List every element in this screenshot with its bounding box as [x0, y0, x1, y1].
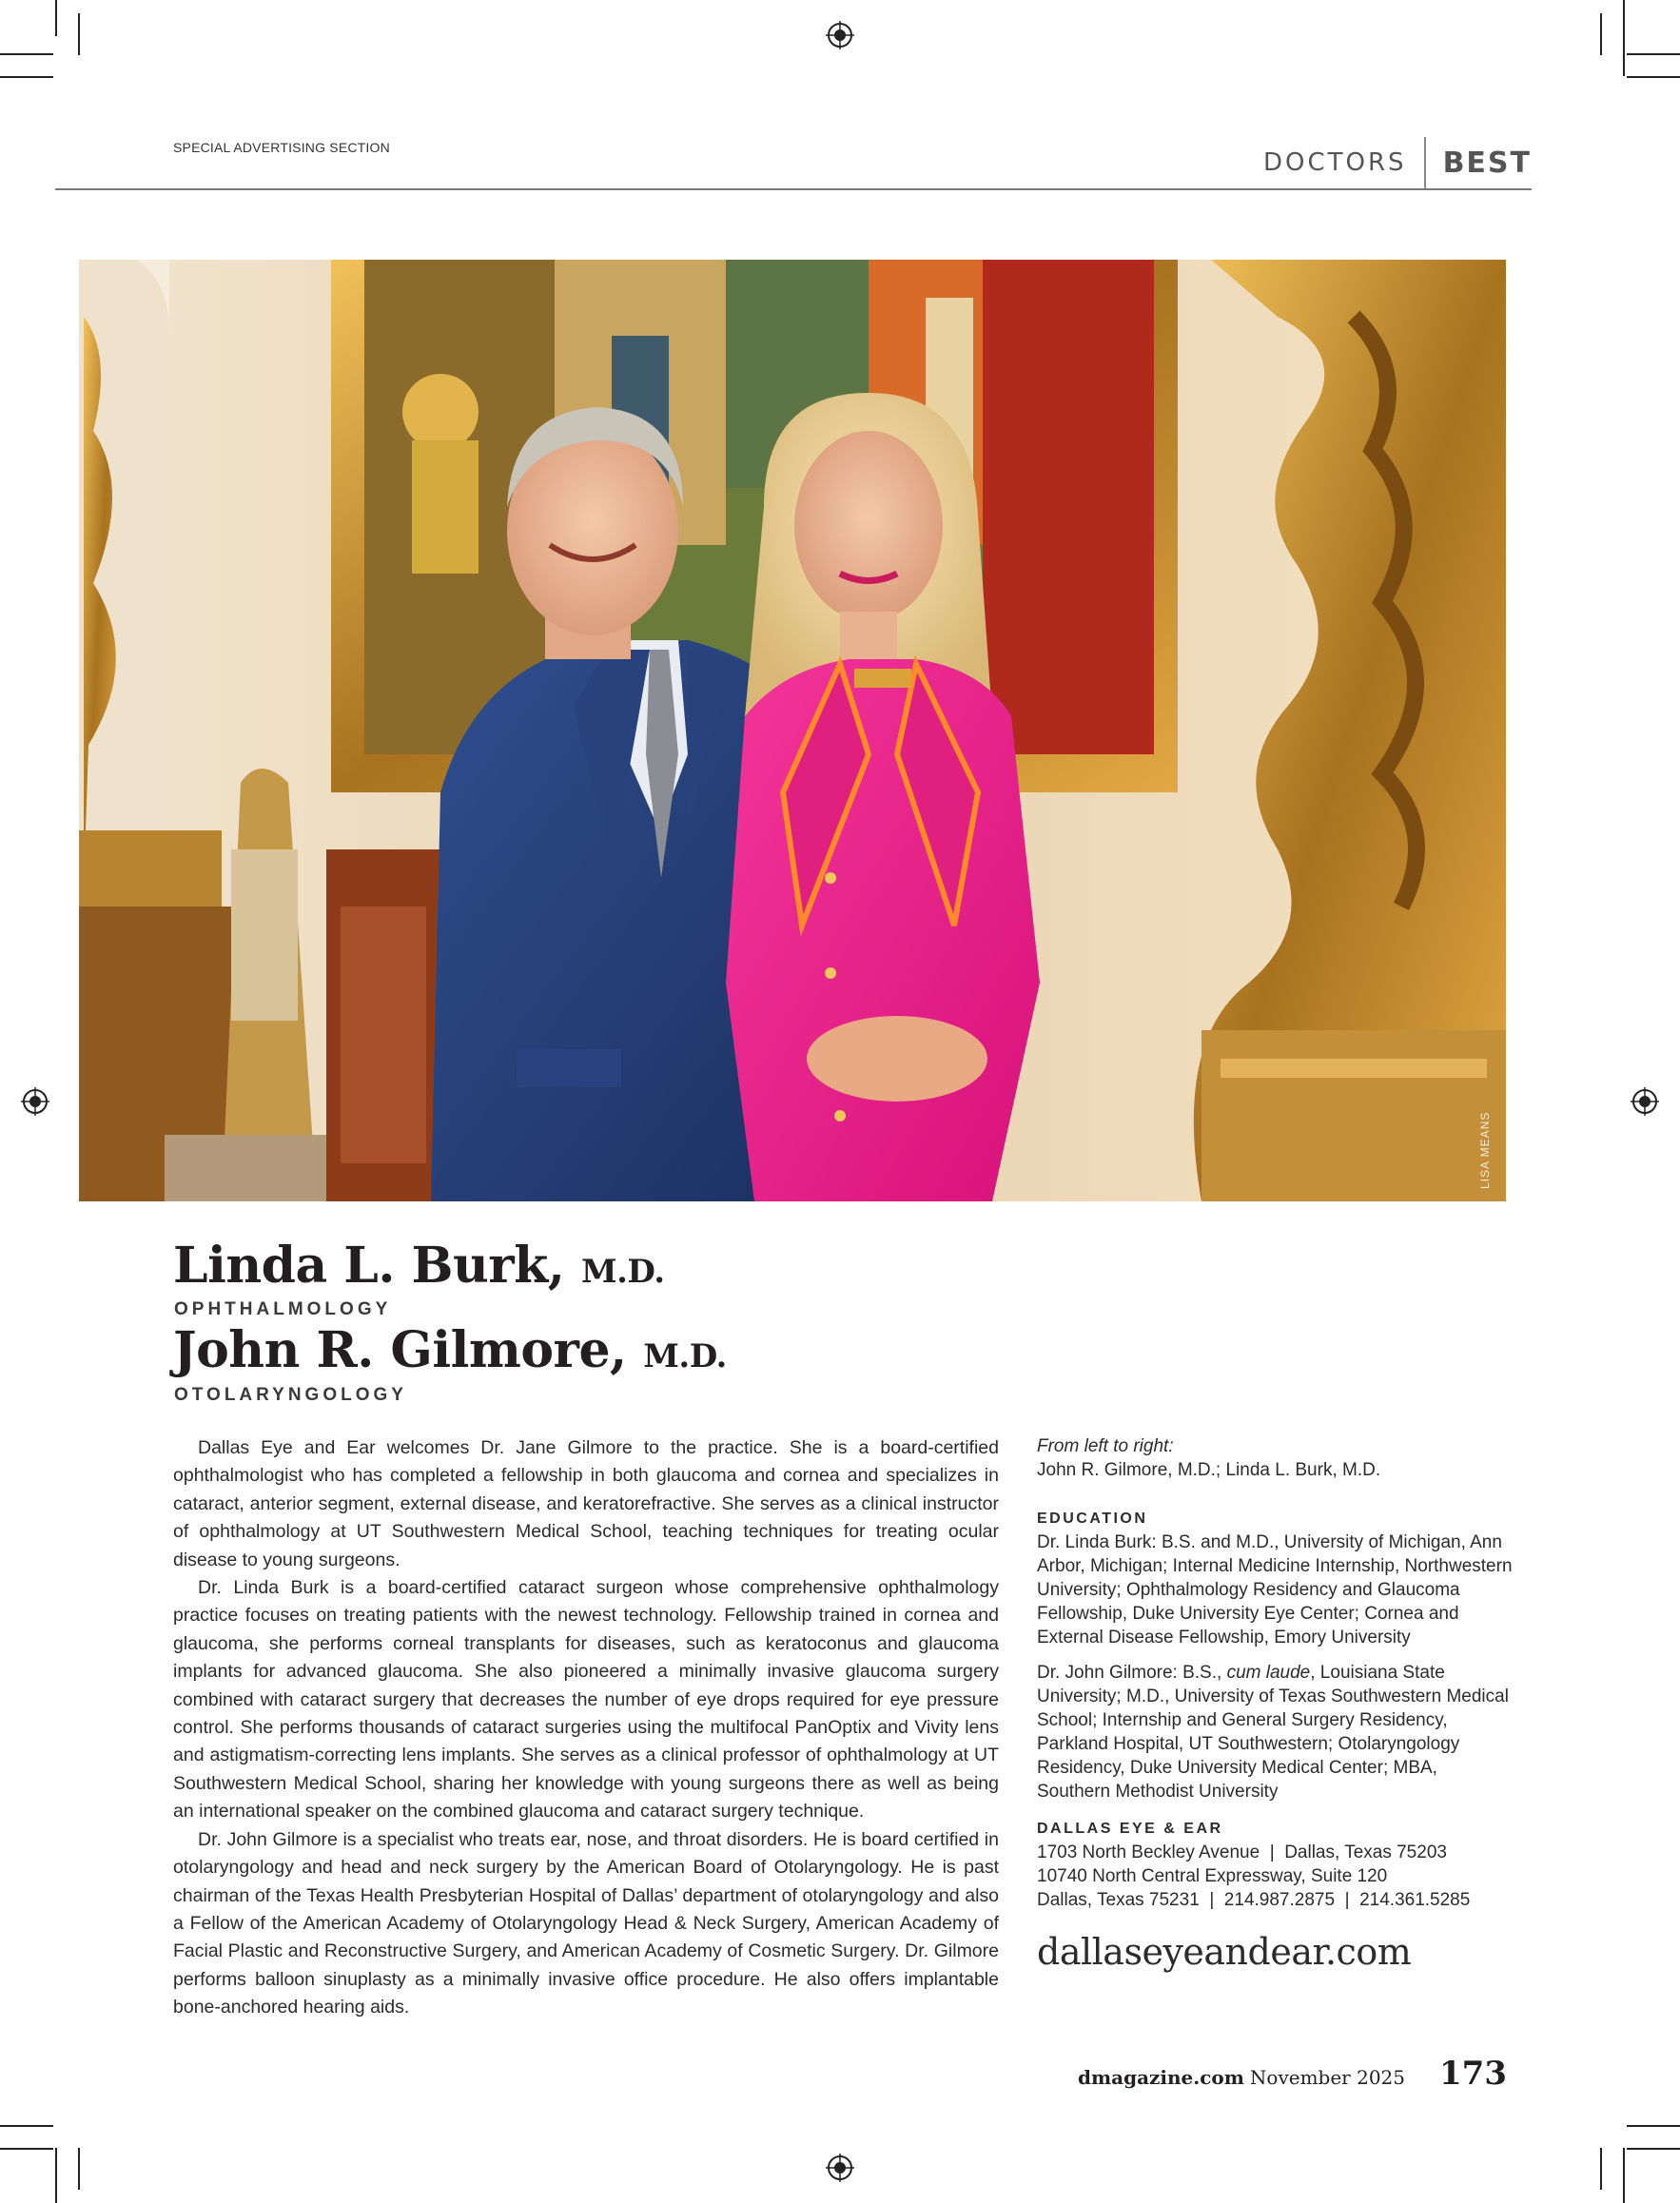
doctor-degree: M.D. — [643, 1337, 727, 1375]
page-footer — [1078, 2055, 1507, 2093]
education-gilmore-rest: , Louisiana State University; M.D., University of Texas Southwestern Medical School; Internship and General Surgery Residency, Parkland Hospital, UT Southwestern; Otolaryngology Residency, Duke University Medical Center; MBA, Southern Methodist University — [1037, 1663, 1509, 1802]
doctor-specialty-gilmore: OTOLARYNGOLOGY — [174, 1385, 407, 1405]
crop-mark — [0, 2148, 53, 2150]
footer-issue: November 2025 — [1249, 2066, 1406, 2089]
portrait-illustration — [79, 260, 1506, 1201]
education-heading: EDUCATION — [1037, 1511, 1148, 1527]
body-paragraph: Dr. Linda Burk is a board-certified cataract surgeon whose comprehensive ophthalmology practice focuses on treating patients with the newest technology. Fellowship trained in cornea and glaucoma, she performs corneal transplants for diseases, such as keratoconus and glaucoma implants for advanced glaucoma. She also pioneered a minimally invasive glaucoma surgery combined with cataract surgery that decreases the number of eye drops required for eye pressure control. She performs thousands of cataract surgeries using the multifocal PanOptix and Vivity lens and astigmatism-correcting lens implants. She serves as a clinical professor of ophthalmology at UT Southwestern Medical School, sharing her knowledge with young surgeons there as well as being an international speaker on the combined glaucoma and cataract surgery technique. — [173, 1577, 999, 1823]
crop-mark — [0, 53, 53, 55]
body-paragraph: Dallas Eye and Ear welcomes Dr. Jane Gilmore to the practice. She is a board-certified ophthalmologist who has completed a fellowship in both glaucoma and cornea and specializes in cataract, anterior segment, external disease, and keratorefractive. She serves as a clinical instructor of ophthalmology at UT Southwestern Medical School, teaching techniques for treating ocular disease to young surgeons. — [173, 1437, 999, 1570]
doctor-name-text: Linda L. Burk, — [173, 1237, 565, 1295]
crop-mark — [1627, 76, 1680, 78]
crop-mark — [78, 13, 80, 55]
education-burk: Dr. Linda Burk: B.S. and M.D., University of Michigan, Ann Arbor, Michigan; Internal Medicine Internship, Northwestern University; Ophthalmology Residency and Glaucoma Fellowship, Duke University Eye Center; Cornea and External Disease Fellowship, Emory University — [1037, 1532, 1513, 1647]
header-rule — [55, 188, 1532, 190]
doctor-name-text: John R. Gilmore, — [173, 1321, 627, 1379]
crop-mark — [1627, 2125, 1680, 2127]
address-line: 10740 North Central Expressway, Suite 120 — [1037, 1866, 1388, 1886]
doctor-degree: M.D. — [580, 1253, 665, 1291]
page-number: 173 — [1439, 2055, 1507, 2093]
education-gilmore — [1037, 1661, 1513, 1803]
portrait-photo — [79, 260, 1506, 1201]
footer-site: dmagazine.com — [1077, 2066, 1244, 2089]
doctor-specialty-burk: OPHTHALMOLOGY — [174, 1299, 392, 1319]
education-gilmore-honor: cum laude — [1226, 1663, 1311, 1683]
logo-best: BEST — [1442, 146, 1532, 180]
practice-website-link[interactable]: dallaseyeandear.com — [1037, 1931, 1412, 1973]
crop-mark — [55, 2148, 57, 2203]
sidebar — [1037, 1434, 1513, 1912]
crop-mark — [1627, 53, 1680, 55]
body-copy — [173, 1434, 999, 2022]
crop-mark — [1627, 2148, 1680, 2150]
doctor-name-burk — [173, 1237, 665, 1295]
photo-caption-text: John R. Gilmore, M.D.; Linda L. Burk, M.D. — [1037, 1460, 1381, 1480]
logo-doctors: DOCTORS — [1263, 148, 1407, 177]
education-gilmore-prefix: Dr. John Gilmore: B.S., — [1037, 1663, 1227, 1683]
address-line: 1703 North Beckley Avenue | Dallas, Texas 75203 — [1037, 1842, 1447, 1862]
crop-mark — [1623, 0, 1625, 76]
section-label: SPECIAL ADVERTISING SECTION — [173, 140, 390, 155]
practice-heading: DALLAS EYE & EAR — [1037, 1821, 1223, 1837]
crop-mark — [78, 2148, 80, 2190]
crop-mark — [1623, 2148, 1625, 2203]
crop-mark — [1600, 13, 1602, 55]
doctor-name-gilmore — [173, 1321, 727, 1379]
registration-mark-icon — [826, 2154, 854, 2182]
crop-mark — [0, 76, 53, 78]
section-logo — [1263, 137, 1532, 188]
address-line: Dallas, Texas 75231 | 214.987.2875 | 214.361.5285 — [1037, 1890, 1471, 1910]
crop-mark — [55, 0, 57, 36]
registration-mark-icon — [1631, 1087, 1659, 1116]
crop-mark — [1600, 2148, 1602, 2190]
crop-mark — [0, 2125, 53, 2127]
registration-mark-icon — [826, 21, 854, 49]
body-paragraph: Dr. John Gilmore is a specialist who treats ear, nose, and throat disorders. He is board certified in otolaryngology and head and neck surgery by the American Board of Otolaryngology. He is past chairman of the Texas Health Presbyterian Hospital of Dallas’ department of otolaryngology and also a Fellow of the American Academy of Otolaryngology Head & Neck Surgery, American Academy of Facial Plastic and Reconstructive Surgery, and American Academy of Cosmetic Surgery. Dr. Gilmore performs balloon sinuplasty as a minimally invasive office procedure. He also offers implantable bone-anchored hearing aids. — [173, 1828, 999, 2018]
registration-mark-icon — [21, 1087, 49, 1116]
photo-credit: LISA MEANS — [1478, 1111, 1492, 1189]
logo-divider — [1424, 137, 1426, 188]
photo-caption-label: From left to right: — [1037, 1436, 1174, 1456]
